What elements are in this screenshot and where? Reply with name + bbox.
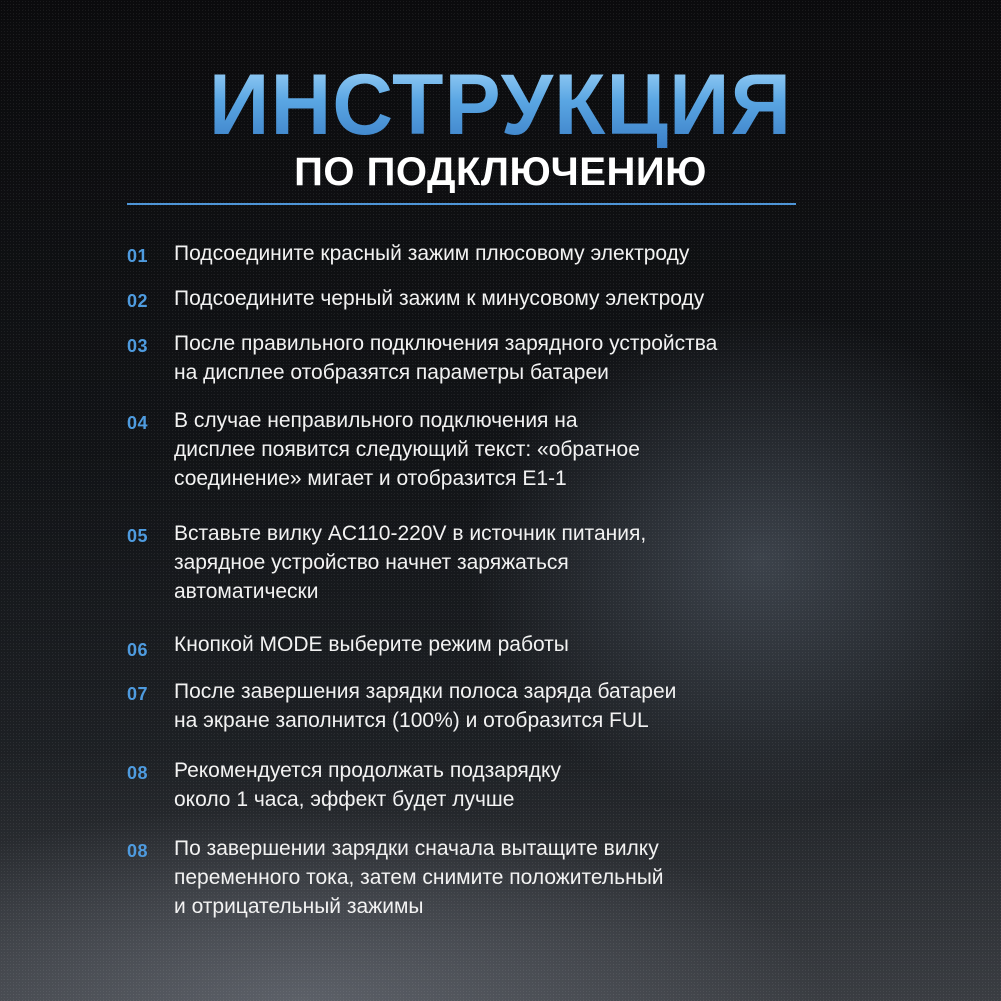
step-text-line: Кнопкой MODE выберите режим работы	[174, 633, 569, 656]
step-number: 08	[127, 763, 149, 783]
step-text-line: на экране заполнится (100%) и отобразится FUL	[174, 709, 649, 732]
title-divider	[127, 203, 796, 205]
step-text-line: Вставьте вилку AC110-220V в источник питания,	[174, 522, 647, 545]
step-number: 04	[127, 413, 149, 433]
step-text-line: около 1 часа, эффект будет лучше	[174, 788, 515, 811]
step-number: 06	[127, 640, 149, 660]
step-text-line: и отрицательный зажимы	[174, 895, 424, 918]
step-text-line: зарядное устройство начнет заряжаться	[174, 551, 569, 574]
step-number: 05	[127, 526, 149, 546]
page-subtitle: ПО ПОДКЛЮЧЕНИЮ	[294, 150, 707, 194]
step-text-line: соединение» мигает и отобразится E1-1	[174, 467, 567, 490]
step-text-line: После завершения зарядки полоса заряда батареи	[174, 680, 677, 703]
step-number: 02	[127, 291, 149, 311]
page-title: ИНСТРУКЦИЯ	[10, 62, 991, 148]
step-text-line: В случае неправильного подключения на	[174, 409, 578, 432]
step-text-line: переменного тока, затем снимите положительный	[174, 866, 664, 889]
step-text-line: После правильного подключения зарядного устройства	[174, 332, 718, 355]
step-text-line: Подсоедините черный зажим к минусовому электроду	[174, 287, 705, 310]
step-text-line: По завершении зарядки сначала вытащите вилку	[174, 837, 659, 860]
step-text-line: автоматически	[174, 580, 319, 603]
step-number: 03	[127, 336, 149, 356]
step-number: 07	[127, 684, 149, 704]
step-text-line: Рекомендуется продолжать подзарядку	[174, 759, 561, 782]
step-number: 08	[127, 841, 149, 861]
step-text-line: на дисплее отобразятся параметры батареи	[174, 361, 609, 384]
step-text-line: дисплее появится следующий текст: «обратное	[174, 438, 640, 461]
step-number: 01	[127, 246, 149, 266]
step-text-line: Подсоедините красный зажим плюсовому электроду	[174, 242, 690, 265]
